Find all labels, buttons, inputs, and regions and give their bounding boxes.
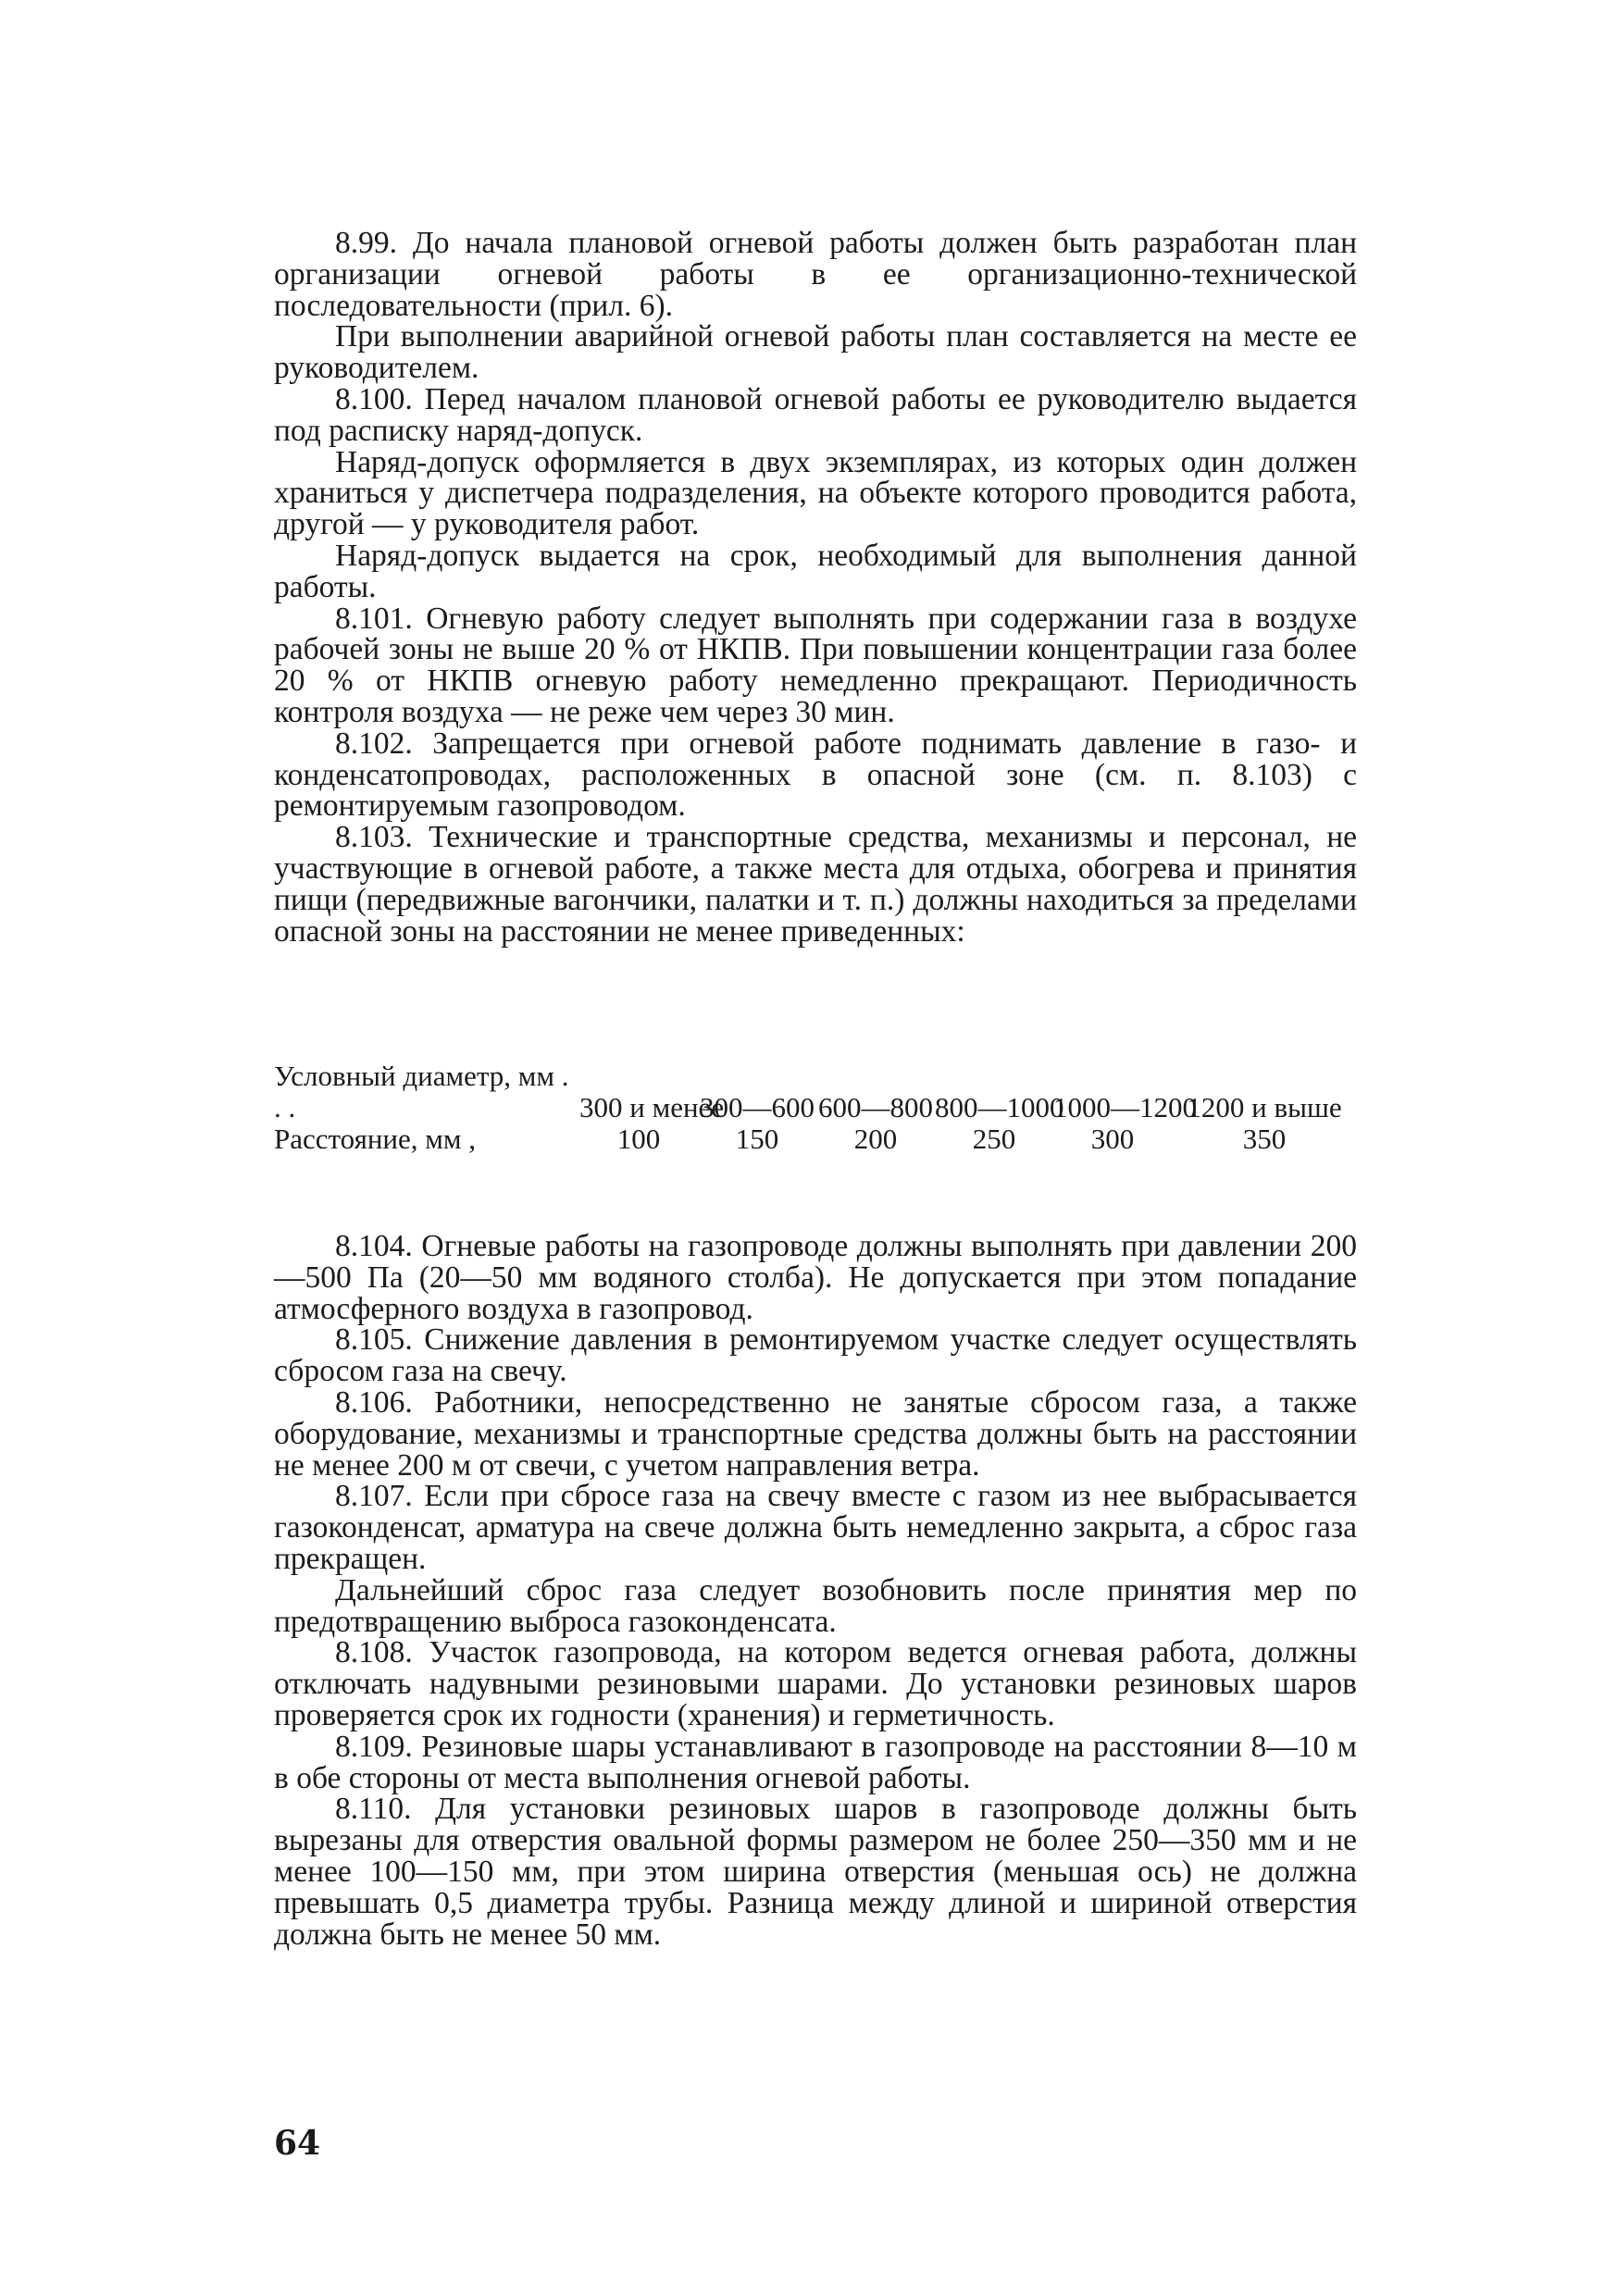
table-label-distance: Расстояние, мм , [274,1123,476,1155]
text-block-bottom [274,1231,1357,1950]
paragraph-8-105: 8.105. Снижение давления в ремонтируемом участке следует осуществлять сбросом газа на свечу. [274,1322,1357,1389]
table-cell-distance: 200 [853,1123,898,1155]
paragraph-8-106: 8.106. Работники, непосредственно не занятые сбросом газа, а также оборудование, механизмы и транспортные средства должны быть на расстоянии не менее 200 м от свечи, с учетом направления ветра. [274,1384,1357,1483]
paragraph-8-100-copies: Наряд-допуск оформляется в двух экземплярах, из которых один должен храниться у диспетчера подразделения, на объекте которого проводится работа, другой — у руководителя работ. [274,444,1357,542]
paragraph-8-110: 8.110. Для установки резиновых шаров в газопроводе должны быть вырезаны для отверстия овальной формы размером не более 250—350 мм и не менее 100—150 мм, при этом ширина отверстия (меньшая ось) не должна превышать 0,5 диаметра трубы. Разница между длиной и шириной отверстия должна быть не менее 50 мм. [274,1792,1357,1952]
page-number: 64 [274,2124,321,2163]
paragraph-8-99-emergency: При выполнении аварийной огневой работы план составляется на месте ее руководителем. [274,319,1357,386]
paragraph-8-102: 8.102. Запрещается при огневой работе поднимать давление в газо- и конденсатопроводах, расположенных в опасной зоне (см. п. 8.103) с ремонтируемым газопроводом. [274,726,1357,824]
table-cell-diameter: 300—600 [700,1091,815,1123]
table-cell-distance: 250 [972,1123,1016,1155]
table-cell-diameter: 600—800 [818,1091,933,1123]
table-label-diameter: Условный диаметр, мм . . . [274,1060,569,1123]
table-cell-diameter: 800—1000 [935,1091,1064,1123]
paragraph-8-103: 8.103. Технические и транспортные средства, механизмы и персонал, не участвующие в огневой работе, а также места для отдыха, обогрева и принятия пищи (передвижные вагончики, палатки и т. п.) должны находиться за пределами опасной зоны на расстоянии не менее приведенных: [274,820,1357,949]
table-cell-diameter: 1200 и выше [1187,1091,1342,1123]
paragraph-8-108: 8.108. Участок газопровода, на котором ведется огневая работа, должны отключать надувными резиновыми шарами. До установки резиновых шаров проверяется срок их годности (хранения) и герметичность. [274,1635,1357,1732]
text-block-top [274,228,1357,947]
paragraph-8-104: 8.104. Огневые работы на газопроводе должны выполнять при давлении 200—500 Па (20—50 мм водяного столба). Не допускается при этом попадание атмосферного воздуха в газопровод. [274,1229,1357,1326]
table-row-distance [274,1123,1357,1155]
table-cell-distance: 150 [735,1123,779,1155]
paragraph-8-107-continue: Дальнейший сброс газа следует возобновить после принятия мер по предотвращению выброса газоконденсата. [274,1572,1357,1639]
paragraph-8-99: 8.99. До начала плановой огневой работы должен быть разработан план организации огневой работы в ее организационно-технической последовательности (прил. 6). [274,226,1357,323]
distance-table [274,1061,1357,1155]
paragraph-8-100: 8.100. Перед началом плановой огневой работы ее руководителю выдается под расписку наряд-допуск. [274,381,1357,448]
table-row-diameter [274,1061,1357,1123]
table-cell-distance: 300 [1090,1123,1135,1155]
table-cell-distance: 100 [616,1123,661,1155]
paragraph-8-107: 8.107. Если при сбросе газа на свечу вместе с газом из нее выбрасывается газоконденсат, арматура на свече должна быть немедленно закрыта, а сброс газа прекращен. [274,1479,1357,1576]
paragraph-8-109: 8.109. Резиновые шары устанавливают в газопроводе на расстоянии 8—10 м в обе стороны от места выполнения огневой работы. [274,1729,1357,1795]
paragraph-8-101: 8.101. Огневую работу следует выполнять при содержании газа в воздухе рабочей зоны не выше 20 % от НКПВ. При повышении концентрации газа более 20 % от НКПВ огневую работу немедленно прекращают. Периодичность контроля воздуха — не реже чем через 30 мин. [274,601,1357,729]
table-cell-distance: 350 [1242,1123,1287,1155]
table-cell-diameter: 1000—1200 [1053,1091,1197,1123]
table-cell-diameter: 300 и менее [579,1091,725,1123]
paragraph-8-100-term: Наряд-допуск выдается на срок, необходимый для выполнения данной работы. [274,538,1357,604]
